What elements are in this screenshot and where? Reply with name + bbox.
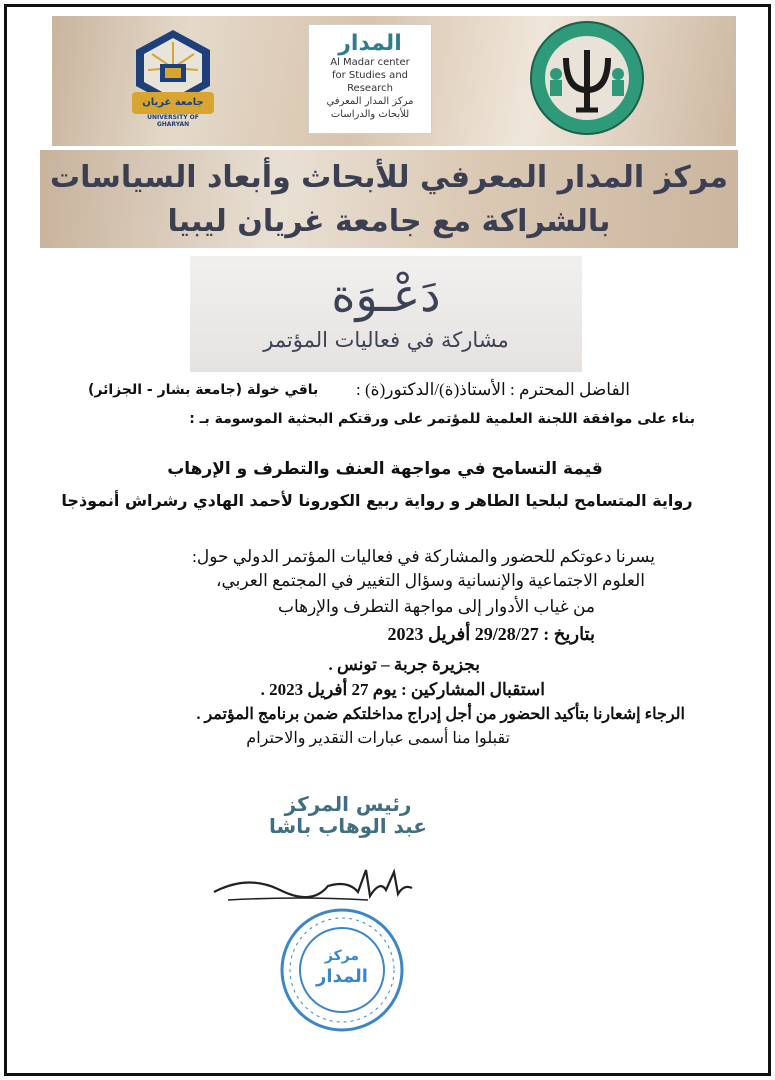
acceptance-statement: بناء على موافقة اللجنة العلمية للمؤتمر على ورقتكم البحثية الموسومة بـ : (189, 411, 695, 427)
stamp-text-line-1: مركز (324, 948, 360, 964)
closing-remark: تقبلوا منا أسمى عبارات التقدير والاحترام (246, 730, 510, 747)
signature-block (258, 793, 438, 837)
invitation-heading-box (190, 256, 582, 372)
signature-role: رئيس المركز (284, 792, 412, 816)
invitation-subtitle: مشاركة في فعاليات المؤتمر (263, 328, 509, 352)
reception-date: استقبال المشاركين : يوم 27 أفريل 2023 . (260, 680, 545, 699)
madar-center-logo (308, 24, 432, 134)
conference-title-line-1: العلوم الاجتماعية والإنسانية وسؤال التغيير في المجتمع العربي، (216, 571, 645, 590)
conference-location: بجزيرة جربة – تونس . (328, 655, 480, 674)
official-stamp (278, 906, 406, 1034)
madar-arabic-line-2: للأبحاث والدراسات (330, 109, 410, 120)
signature-name: عبد الوهاب باشا (269, 814, 427, 838)
conference-title-line-2: من غياب الأدوار إلى مواجهة التطرف والإرهاب (278, 597, 595, 616)
gharyan-english-name: UNIVERSITY OF GHARYAN (147, 114, 199, 128)
organizer-title-line-2: بالشراكة مع جامعة غريان ليبيا (167, 204, 611, 239)
stamp-text-line-2: المدار (316, 966, 368, 987)
organizer-title-banner (40, 150, 738, 248)
madar-english-line-2: for Studies and Research (331, 70, 408, 94)
psi-emblem-icon (516, 18, 658, 138)
madar-logo-wordmark: المدار (338, 31, 402, 56)
madar-arabic-line-1: مركز المدار المعرفي (326, 96, 414, 107)
confirmation-request: الرجاء إشعارنا بتأكيد الحضور من أجل إدراج مداخلتكم ضمن برنامج المؤتمر . (196, 706, 685, 723)
madar-english-line-1: Al Madar center (330, 57, 410, 68)
gharyan-arabic-name: جامعة غريان (132, 92, 214, 114)
salutation-prefix: الفاضل المحترم : الأستاذ(ة)/الدكتور(ة) : (356, 380, 630, 399)
conference-date: بتاريخ : 29/28/27 أفريل 2023 (387, 624, 595, 644)
invitation-word: دَعْـوَة (331, 268, 441, 322)
organizer-title-line-1: مركز المدار المعرفي للأبحاث وأبعاد السياسات (50, 160, 728, 195)
paper-title-line-2: رواية المتسامح لبلحيا الطاهر و رواية ربيع الكورونا لأحمد الهادي رشراش أنموذجا (61, 491, 693, 510)
handwritten-signature-icon (208, 860, 418, 910)
recipient-name: باقي خولة (جامعة بشار - الجزائر) (88, 382, 319, 398)
invitation-line: يسرنا دعوتكم للحضور والمشاركة في فعاليات المؤتمر الدولي حول: (192, 547, 655, 566)
paper-title-line-1: قيمة التسامح في مواجهة العنف والتطرف و الإرهاب (167, 459, 603, 479)
gharyan-university-logo (118, 24, 228, 132)
psychology-society-logo (516, 18, 658, 138)
